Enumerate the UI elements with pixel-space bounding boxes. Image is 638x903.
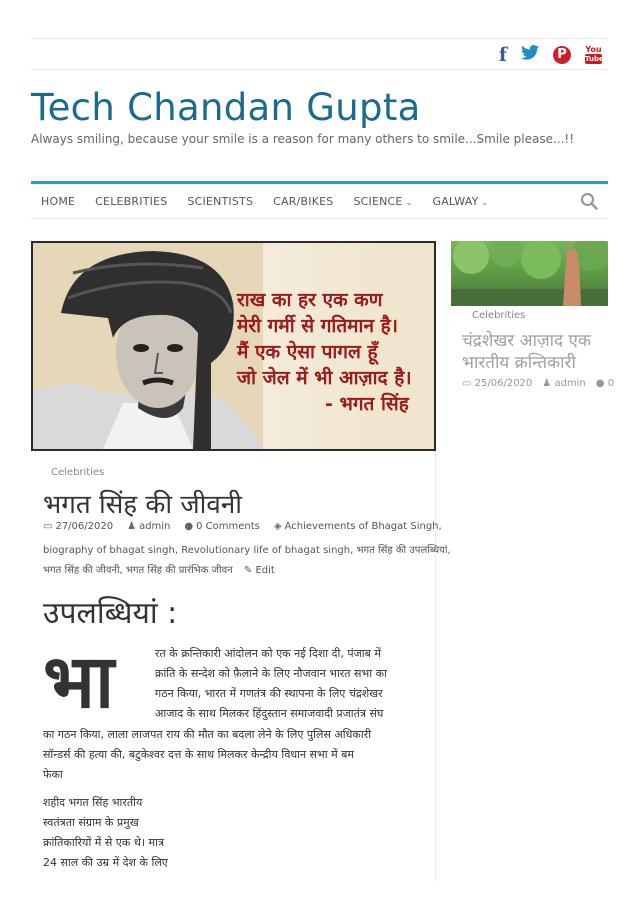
calendar-icon: ▭ <box>462 378 472 389</box>
paragraph-1-lead <box>155 644 387 724</box>
sidebar-author-text[interactable]: admin <box>554 378 586 389</box>
youtube-tube-text: Tube <box>585 55 604 63</box>
edit-link[interactable] <box>244 565 275 576</box>
edit-icon: ✎ <box>243 565 253 576</box>
nav-item-science-wrap[interactable] <box>353 195 412 208</box>
sidebar-date-text[interactable]: 25/06/2020 <box>474 378 533 389</box>
post-article <box>31 451 451 881</box>
main-navigation <box>31 181 608 219</box>
post-tags-line1[interactable]: Achievements of Bhagat Singh, <box>284 521 442 532</box>
paragraph-line: आजाद के साथ मिलकर हिंदुस्तान समाजवादी प्रजातंत्र संघ <box>155 707 384 720</box>
tag-icon: ◈ <box>273 521 282 532</box>
paragraph-line: शहीद भगत सिंह भारतीय <box>43 796 143 809</box>
pinterest-icon[interactable]: P <box>553 46 571 64</box>
nav-item-car-bikes[interactable]: CAR/BIKES <box>273 195 334 208</box>
twitter-icon[interactable] <box>521 45 539 65</box>
nav-item-celebrities[interactable]: CELEBRITIES <box>95 195 168 208</box>
nav-item-galway[interactable]: GALWAY <box>432 195 479 208</box>
sidebar-post-date[interactable] <box>462 378 532 389</box>
comment-icon: ● <box>184 521 194 532</box>
post-author-text[interactable]: admin <box>139 521 171 532</box>
comment-icon: ● <box>595 378 605 389</box>
calendar-icon: ▭ <box>43 521 53 532</box>
paragraph-line: गठन किया, भारत में गणतंत्र की स्थापना के लिए चंद्रशेखर <box>155 687 383 700</box>
sidebar-comments-text[interactable]: 0 <box>607 378 615 389</box>
post-date[interactable] <box>43 521 113 532</box>
paragraph-2 <box>43 793 168 873</box>
portrait-illustration <box>33 243 263 449</box>
sidebar-post-comments[interactable] <box>596 378 614 389</box>
post-tags-line3-row <box>43 562 275 576</box>
featured-image[interactable] <box>31 241 436 451</box>
quote-line: जो जेल में भी आज़ाद है। <box>237 367 412 389</box>
site-description: Always smiling, because your smile is a reason for many others to smile...Smile please...!! <box>31 132 575 146</box>
paragraph-line: क्रांति के सन्देश को फ़ैलाने के लिए नौजवान भारत सभा का <box>155 667 387 680</box>
nav-item-science[interactable]: SCIENCE <box>353 195 403 208</box>
user-icon: ♟ <box>542 378 552 389</box>
paragraph-line: का गठन किया, लाला लाजपत राय की मौत का बदला लेने के लिए पुलिस अधिकारी <box>43 728 372 741</box>
nav-item-galway-wrap[interactable] <box>432 195 488 208</box>
paragraph-line: सॉन्डर्स की हत्या की, बटुकेश्वर दत्त के साथ मिलकर केन्द्रीय विधान सभा में बम <box>43 748 355 761</box>
post-meta <box>43 521 442 532</box>
paragraph-1-continued <box>43 725 371 785</box>
post-title[interactable]: भगत सिंह की जीवनी <box>43 490 242 520</box>
sidebar-post-meta <box>462 378 614 389</box>
quote-line: मैं एक ऐसा पागल हूँ <box>237 341 378 363</box>
top-bar <box>31 38 608 70</box>
paragraph-line: क्रांतिकारियों में से एक थे। मात्र <box>43 836 165 849</box>
quote-line: मेरी गर्मी से गतिमान है। <box>237 315 398 337</box>
section-heading: उपलब्धियां : <box>43 596 178 631</box>
drop-cap: भा <box>43 639 115 725</box>
post-date-text[interactable]: 27/06/2020 <box>55 521 114 532</box>
sidebar-image-graphic <box>451 241 608 306</box>
quote-line: राख का हर एक कण <box>237 289 383 311</box>
sidebar-post-title[interactable]: चंद्रशेखर आज़ाद एक भारतीय क्रन्तिकारी <box>462 331 591 373</box>
paragraph-line: रत के क्रन्तिकारी आंदोलन को एक नई दिशा दी, पंजाब में <box>155 647 381 660</box>
search-icon[interactable] <box>580 192 598 210</box>
post-category-tag[interactable]: Celebrities <box>51 467 105 478</box>
sidebar-post-image[interactable] <box>451 241 608 306</box>
paragraph-line: फेका <box>43 768 63 781</box>
social-links <box>499 45 602 65</box>
chevron-down-icon: ⌄ <box>405 198 413 207</box>
sidebar-post-author[interactable] <box>542 378 586 389</box>
post-author[interactable] <box>127 521 170 532</box>
facebook-icon[interactable]: f <box>498 44 507 66</box>
post-comments[interactable] <box>184 521 259 532</box>
edit-label[interactable]: Edit <box>255 565 275 576</box>
youtube-you-text: You <box>585 45 602 54</box>
youtube-icon[interactable] <box>585 45 602 65</box>
chevron-down-icon: ⌄ <box>481 198 489 207</box>
post-comments-text[interactable]: 0 Comments <box>196 521 260 532</box>
post-tags-line2[interactable]: biography of bhagat singh, Revolutionary life of bhagat singh, भगत सिंह की उपलब्धियां, <box>43 545 451 556</box>
nav-item-scientists[interactable]: SCIENTISTS <box>187 195 254 208</box>
post-tags[interactable] <box>274 521 442 532</box>
paragraph-line: 24 साल की उम्र में देश के लिए <box>43 856 168 869</box>
post-tags-line3[interactable]: भगत सिंह की जीवनी, भगत सिंह की प्रारंभिक जीवन <box>43 565 233 576</box>
quote-attribution: - भगत सिंह <box>325 393 409 415</box>
nav-item-home[interactable]: HOME <box>41 195 76 208</box>
nav-menu <box>41 195 488 208</box>
sidebar-category-tag[interactable]: Celebrities <box>472 310 526 321</box>
paragraph-line: स्वतंत्रता संग्राम के प्रमुख <box>43 816 139 829</box>
site-title[interactable]: Tech Chandan Gupta <box>31 86 421 129</box>
featured-quote <box>237 287 436 417</box>
user-icon: ♟ <box>127 521 137 532</box>
